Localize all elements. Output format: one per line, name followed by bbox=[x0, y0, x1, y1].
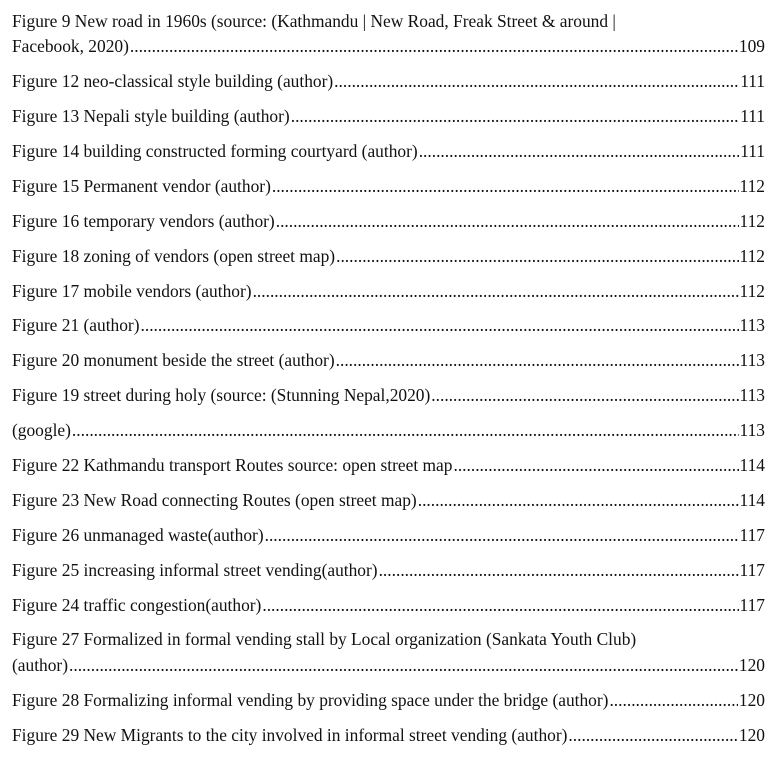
page-number: 120 bbox=[738, 654, 765, 675]
page-number: 112 bbox=[739, 175, 765, 196]
entry-title: Figure 9 New road in 1960s (source: (Kathmandu | New Road, Freak Street & around | bbox=[12, 11, 616, 31]
dot-leader bbox=[141, 313, 739, 338]
toc-entry[interactable] bbox=[12, 209, 765, 234]
dot-leader bbox=[453, 453, 738, 478]
entry-title: Figure 29 New Migrants to the city involved in informal street vending (author) bbox=[12, 724, 568, 745]
page-number: 111 bbox=[740, 71, 765, 92]
page-number: 117 bbox=[739, 594, 765, 615]
page-number: 113 bbox=[739, 385, 765, 406]
dot-leader bbox=[418, 488, 739, 513]
entry-title: Figure 26 unmanaged waste(author) bbox=[12, 524, 264, 545]
toc-entry[interactable] bbox=[12, 558, 765, 583]
toc-entry[interactable] bbox=[12, 688, 765, 713]
toc-entry[interactable] bbox=[12, 418, 765, 443]
entry-title: Figure 15 Permanent vendor (author) bbox=[12, 175, 271, 196]
entry-title: Figure 13 Nepali style building (author) bbox=[12, 106, 290, 127]
entry-title: Figure 24 traffic congestion(author) bbox=[12, 594, 262, 615]
toc-entry[interactable] bbox=[12, 593, 765, 618]
entry-title: Figure 12 neo-classical style building (author) bbox=[12, 71, 334, 92]
page-number: 112 bbox=[739, 280, 765, 301]
page-number: 109 bbox=[738, 36, 765, 57]
dot-leader bbox=[568, 723, 737, 748]
page-number: 113 bbox=[739, 315, 765, 336]
toc-entry[interactable] bbox=[12, 383, 765, 408]
page-number: 114 bbox=[739, 454, 765, 475]
dot-leader bbox=[336, 244, 738, 269]
page-number: 112 bbox=[739, 210, 765, 231]
entry-title: Facebook, 2020) bbox=[12, 36, 129, 57]
toc-entry[interactable] bbox=[12, 104, 765, 129]
entry-title: Figure 18 zoning of vendors (open street map) bbox=[12, 245, 336, 266]
entry-title: (author) bbox=[12, 654, 69, 675]
entry-title: Figure 20 monument beside the street (author) bbox=[12, 350, 335, 371]
dot-leader bbox=[69, 653, 738, 678]
entry-title: Figure 16 temporary vendors (author) bbox=[12, 210, 275, 231]
entry-title: Figure 17 mobile vendors (author) bbox=[12, 280, 252, 301]
dot-leader bbox=[431, 383, 738, 408]
entry-title: Figure 27 Formalized in formal vending stall by Local organization (Sankata Youth Club) bbox=[12, 629, 637, 650]
entry-title: (google) bbox=[12, 420, 71, 441]
toc-entry[interactable] bbox=[12, 244, 765, 269]
page-number: 120 bbox=[738, 689, 765, 710]
toc-entry[interactable] bbox=[12, 9, 765, 60]
dot-leader bbox=[72, 418, 739, 443]
entry-title: Figure 22 Kathmandu transport Routes source: open street map bbox=[12, 454, 453, 475]
entry-title: Figure 28 Formalizing informal vending by providing space under the bridge (author) bbox=[12, 689, 609, 710]
toc-entry[interactable] bbox=[12, 313, 765, 338]
page-number: 114 bbox=[739, 489, 765, 510]
toc-entry[interactable] bbox=[12, 348, 765, 373]
page-number: 112 bbox=[739, 245, 765, 266]
toc-entry[interactable] bbox=[12, 453, 765, 478]
entry-title: Figure 23 New Road connecting Routes (open street map) bbox=[12, 489, 417, 510]
toc-entry[interactable] bbox=[12, 69, 765, 94]
dot-leader bbox=[130, 34, 738, 59]
dot-leader bbox=[262, 593, 738, 618]
page-number: 117 bbox=[739, 524, 765, 545]
toc-entry[interactable] bbox=[12, 279, 765, 304]
dot-leader bbox=[334, 69, 739, 94]
dot-leader bbox=[336, 348, 739, 373]
list-of-figures bbox=[12, 9, 765, 757]
page-number: 120 bbox=[738, 724, 765, 745]
dot-leader bbox=[265, 523, 739, 548]
dot-leader bbox=[291, 104, 739, 129]
page-number: 111 bbox=[740, 140, 765, 161]
toc-entry[interactable] bbox=[12, 488, 765, 513]
entry-title: Figure 14 building constructed forming courtyard (author) bbox=[12, 140, 418, 161]
entry-title: Figure 21 (author) bbox=[12, 315, 140, 336]
page-number: 117 bbox=[739, 559, 765, 580]
page-number: 111 bbox=[740, 106, 765, 127]
dot-leader bbox=[276, 209, 739, 234]
entry-title: Figure 25 increasing informal street vending(author) bbox=[12, 559, 378, 580]
dot-leader bbox=[379, 558, 739, 583]
toc-entry[interactable] bbox=[12, 174, 765, 199]
toc-entry[interactable] bbox=[12, 723, 765, 748]
toc-entry[interactable] bbox=[12, 139, 765, 164]
dot-leader bbox=[419, 139, 740, 164]
page-number: 113 bbox=[739, 350, 765, 371]
dot-leader bbox=[609, 688, 737, 713]
dot-leader bbox=[253, 279, 739, 304]
toc-entry[interactable] bbox=[12, 523, 765, 548]
page-number: 113 bbox=[739, 420, 765, 441]
dot-leader bbox=[272, 174, 739, 199]
entry-title: Figure 19 street during holy (source: (Stunning Nepal,2020) bbox=[12, 385, 431, 406]
toc-entry[interactable] bbox=[12, 627, 765, 678]
